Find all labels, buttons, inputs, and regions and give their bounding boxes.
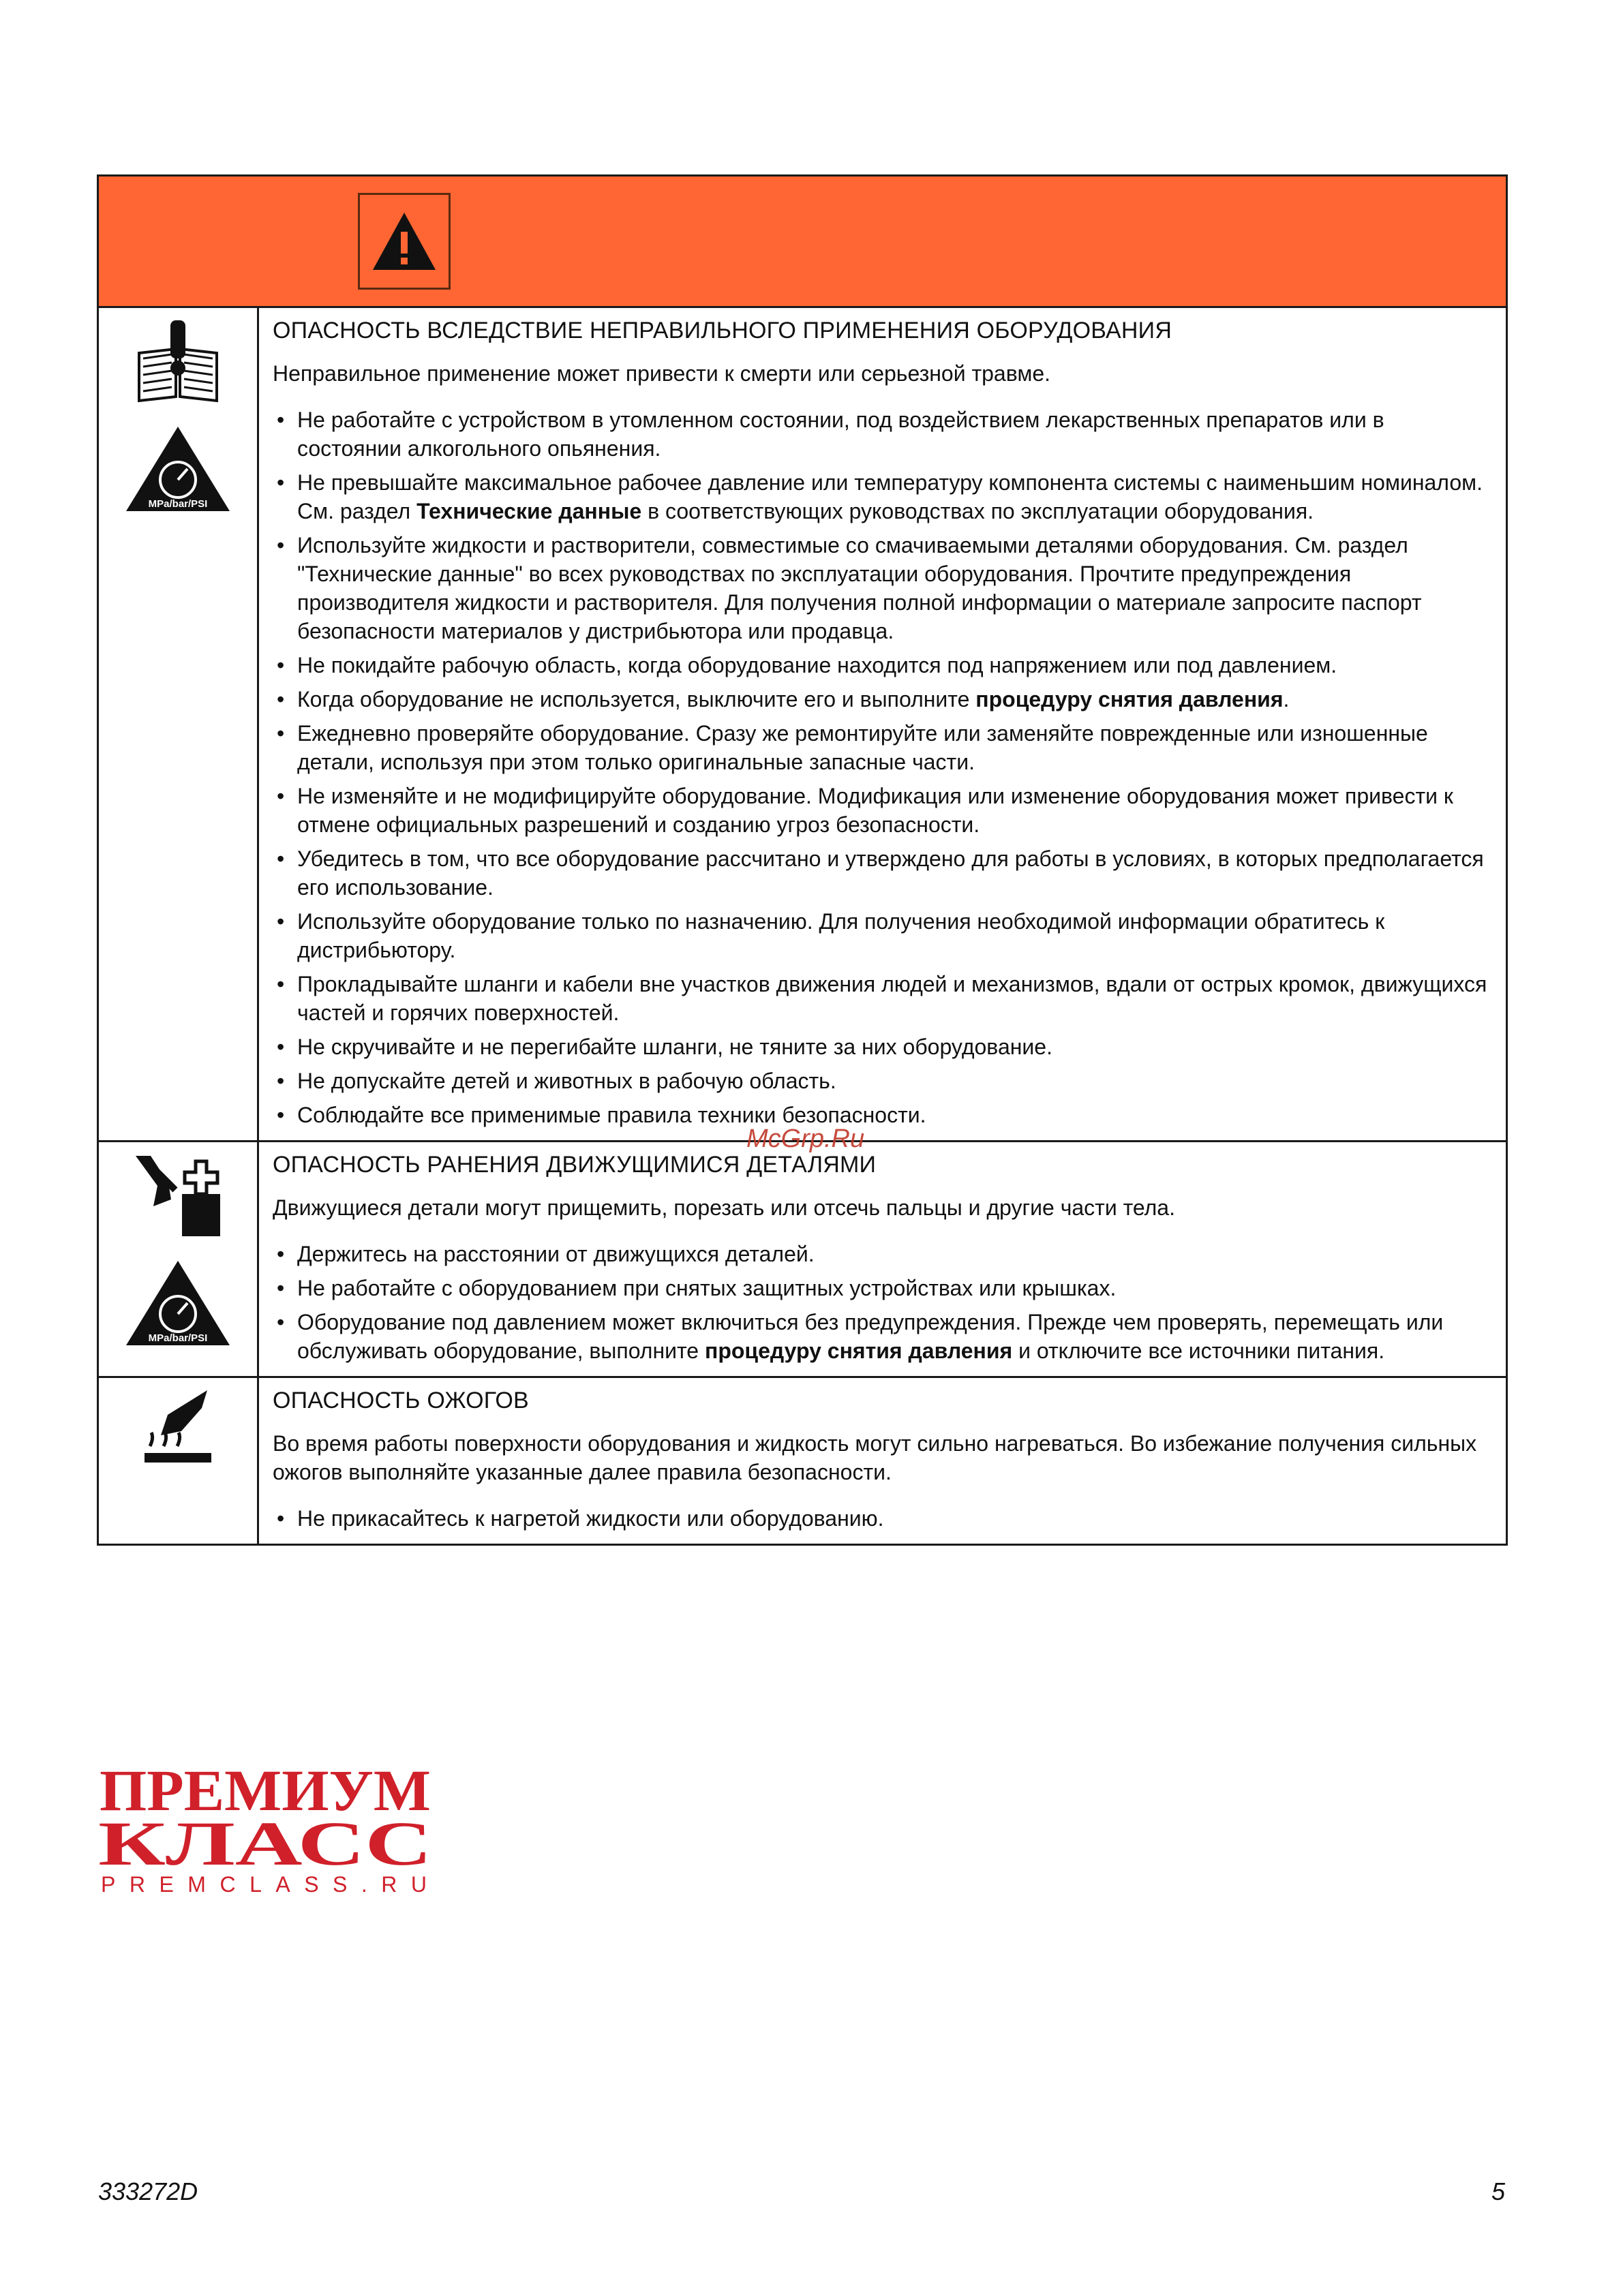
bullet-item: • Ежедневно проверяйте оборудование. Сразу же ремонтируйте или заменяйте поврежденные или изношенные детали, используя при этом только оригинальные запасные части. xyxy=(273,719,1493,776)
section-intro: Во время работы поверхности оборудования и жидкость могут сильно нагреваться. Во избежание получения сильных ожогов выполняйте указанные далее правила безопасности. xyxy=(273,1431,1477,1484)
bullet-list xyxy=(273,1240,1493,1365)
section-icons xyxy=(99,1378,259,1544)
section-title: ОПАСНОСТЬ РАНЕНИЯ ДВИЖУЩИМИСЯ ДЕТАЛЯМИ xyxy=(273,1152,877,1178)
section-burns xyxy=(99,1378,1506,1544)
section-title: ОПАСНОСТЬ ОЖОГОВ xyxy=(273,1388,529,1413)
bullet-item: • Не прикасайтесь к нагретой жидкости или оборудованию. xyxy=(273,1504,1493,1533)
section-title: ОПАСНОСТЬ ВСЛЕДСТВИЕ НЕПРАВИЛЬНОГО ПРИМЕНЕНИЯ ОБОРУДОВАНИЯ xyxy=(273,318,1172,343)
pressure-gauge-icon xyxy=(123,1258,232,1348)
warning-header-band xyxy=(99,177,1506,308)
premclass-logo xyxy=(95,1758,450,1905)
bullet-item: • Убедитесь в том, что все оборудование рассчитано и утверждено для работы в условиях, в которых предполагается его использование. xyxy=(273,844,1493,902)
logo-line3: PREMCLASS.RU xyxy=(101,1872,427,1897)
moving-parts-hand-icon xyxy=(130,1152,226,1240)
warning-triangle-icon xyxy=(358,193,451,290)
logo-line1: ПРЕМИУМ xyxy=(100,1758,431,1823)
section-intro: Движущиеся детали могут прищемить, порезать или отсечь пальцы и другие части тела. xyxy=(273,1195,1175,1220)
bullet-list xyxy=(273,405,1493,1129)
doc-number: 333272D xyxy=(98,2177,198,2205)
warning-table xyxy=(97,174,1508,1546)
bullet-item: • Не работайте с устройством в утомленном состоянии, под воздействием лекарственных препаратов или в состоянии алкогольного опьянения. xyxy=(273,405,1493,463)
section-intro: Неправильное применение может привести к смерти или серьезной травме. xyxy=(273,361,1051,386)
bullet-item: • Не превышайте максимальное рабочее давление или температуру компонента системы с наименьшим номиналом. См. раздел Технические данные в соответствующих руководствах по эксплуатации оборудования. xyxy=(273,468,1493,525)
section-misuse xyxy=(99,308,1506,1142)
bullet-item: • Используйте оборудование только по назначению. Для получения необходимой информации обратитесь к дистрибьютору. xyxy=(273,907,1493,964)
bullet-item: • Прокладывайте шланги и кабели вне участков движения людей и механизмов, вдали от острых кромок, движущихся частей и горячих поверхностей. xyxy=(273,970,1493,1027)
logo-line2: КЛАСС xyxy=(98,1809,432,1878)
section-text xyxy=(259,1378,1506,1544)
bullet-item: • Оборудование под давлением может включиться без предупреждения. Прежде чем проверять, перемещать или обслуживать оборудование, выполните процедуру снятия давления и отключите все источники питания. xyxy=(273,1308,1493,1365)
pressure-gauge-icon xyxy=(123,424,232,514)
bullet-list xyxy=(273,1504,1493,1533)
gauge-label: MPa/bar/PSI xyxy=(148,498,208,510)
watermark: McGrp.Ru xyxy=(746,1124,865,1153)
bullet-item: • Не допускайте детей и животных в рабочую область. xyxy=(273,1067,1493,1095)
bullet-item: • Не скручивайте и не перегибайте шланги, не тяните за них оборудование. xyxy=(273,1032,1493,1061)
section-icons xyxy=(99,1142,259,1376)
section-moving-parts xyxy=(99,1142,1506,1378)
section-text xyxy=(259,308,1506,1140)
bullet-item: • Не изменяйте и не модифицируйте оборудование. Модификация или изменение оборудования может привести к отмене официальных разрешений и созданию угроз безопасности. xyxy=(273,782,1493,839)
bullet-item: • Соблюдайте все применимые правила техники безопасности. xyxy=(273,1101,1493,1129)
bullet-item: • Когда оборудование не используется, выключите его и выполните процедуру снятия давления. xyxy=(273,685,1493,714)
read-manual-icon xyxy=(135,318,221,406)
bullet-item: • Не работайте с оборудованием при снятых защитных устройствах или крышках. xyxy=(273,1274,1493,1302)
hot-surface-hand-icon xyxy=(140,1388,215,1469)
bullet-item: • Держитесь на расстоянии от движущихся деталей. xyxy=(273,1240,1493,1268)
bullet-item: • Не покидайте рабочую область, когда оборудование находится под напряжением или под давлением. xyxy=(273,651,1493,679)
section-text xyxy=(259,1142,1506,1376)
bullet-item: • Используйте жидкости и растворители, совместимые со смачиваемыми деталями оборудования. См. раздел "Технические данные" во всех руководствах по эксплуатации оборудования. Прочтите предупреждения производителя жидкости и растворителя. Для получения полной информации о материале запросите паспорт безопасности материалов у дистрибьютора или продавца. xyxy=(273,531,1493,645)
page-number: 5 xyxy=(1491,2177,1506,2205)
gauge-label: MPa/bar/PSI xyxy=(148,1332,208,1344)
section-icons xyxy=(99,308,259,1140)
